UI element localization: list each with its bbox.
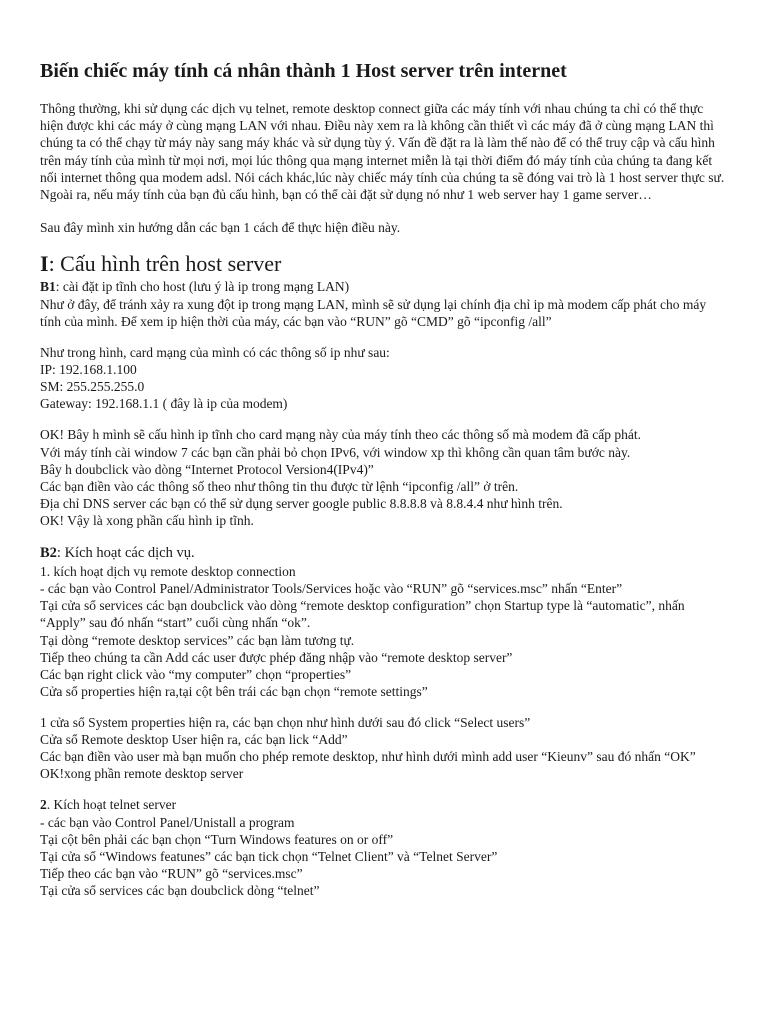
b2-rd-done: OK!xong phần remote desktop server <box>40 766 244 782</box>
telnet-heading: 2. Kích hoạt telnet server <box>40 797 177 813</box>
b1-ipv4-line: Bây h doubclick vào dòng “Internet Protocol Version4(IPv4)” <box>40 461 374 477</box>
b1-fill-line: Các bạn điền vào các thông số theo như thông tin thu được từ lệnh “ipconfig /all” ở trên. <box>40 478 519 494</box>
b2-rd-step-1: - các bạn vào Control Panel/Administrator Tools/Services hoặc vào “RUN” gõ “services.msc” nhấn “Enter” <box>40 581 623 597</box>
b1-line-2: Như ở đây, để tránh xảy ra xung đột ip trong mạng LAN, mình sẽ sử dụng lại chính địa chỉ ip mà modem cấp phát cho máy tính của mình. Để xem ip hiện thời của máy, các bạn vào “RUN” gõ “CMD” gõ “ipconfig /all” <box>40 296 707 329</box>
b2-rd-step-5: Các bạn right click vào “my computer” chọn “properties” <box>40 666 352 682</box>
b1-ok-line: OK! Bây h mình sẽ cấu hình ip tĩnh cho card mạng này của máy tính theo các thông số mà modem đã cấp phát. <box>40 427 641 443</box>
section-1-heading <box>40 250 728 278</box>
b1-win7-line: Với máy tính cài window 7 các bạn cần phải bỏ chọn IPv6, với window xp thì không cần quan tâm bước này. <box>40 444 631 460</box>
b2-rd-step-2: Tại cửa sổ services các bạn doubclick vào dòng “remote desktop configuration” chọn Startup type là “automatic”, nhấn “Apply” sau đó nhấn “start” cuối cùng nhấn “ok”. <box>40 598 685 631</box>
b2-label: B2 <box>40 544 57 561</box>
b2-rdu-line: Cửa sổ Remote desktop User hiện ra, các bạn lick “Add” <box>40 732 348 748</box>
telnet-step-4: Tiếp theo các bạn vào “RUN” gõ “services.msc” <box>40 865 303 881</box>
telnet-step-2: Tại cột bên phải các bạn chọn “Turn Windows features on or off” <box>40 831 394 847</box>
b1-label: B1 <box>40 279 56 295</box>
b1-sm: SM: 255.255.255.0 <box>40 379 145 395</box>
telnet-step-5: Tại cửa sổ services các bạn doubclick dòng “telnet” <box>40 882 320 898</box>
b2-rd-step-4: Tiếp theo chúng ta cần Add các user được phép đăng nhập vào “remote desktop server” <box>40 649 513 665</box>
b1-dns-line: Địa chỉ DNS server các bạn có thể sử dụng server google public 8.8.8.8 và 8.8.4.4 như hình trên. <box>40 495 563 511</box>
b2-sys-line: 1 cửa sổ System properties hiện ra, các bạn chọn như hình dưới sau đó click “Select users” <box>40 714 531 730</box>
b1-line-1: B1: cài đặt ip tĩnh cho host (lưu ý là ip trong mạng LAN) <box>40 279 350 295</box>
b1-ip-intro: Như trong hình, card mạng của mình có các thông số ip như sau: <box>40 345 390 361</box>
telnet-number: 2 <box>40 797 47 813</box>
b1-done-line: OK! Vậy là xong phần cấu hình ip tĩnh. <box>40 512 254 528</box>
b1-ip: IP: 192.168.1.100 <box>40 362 137 378</box>
b1-gateway: Gateway: 192.168.1.1 ( đây là ip của modem) <box>40 396 288 412</box>
b2-heading: B2: Kích hoạt các dịch vụ. <box>40 544 195 561</box>
b2-user-line: Các bạn điền vào user mà bạn muốn cho phép remote desktop, như hình dưới mình add user “Kieunv” sau đó nhấn “OK” <box>40 749 696 765</box>
b2-rd-step-6: Cửa sổ properties hiện ra,tại cột bên trái các bạn chọn “remote settings” <box>40 683 428 699</box>
telnet-step-3: Tại cửa sổ “Windows featunes” các bạn tick chọn “Telnet Client” và “Telnet Server” <box>40 848 498 864</box>
telnet-step-1: - các bạn vào Control Panel/Unistall a program <box>40 814 295 830</box>
b2-rd-step-3: Tại dòng “remote desktop services” các bạn làm tương tự. <box>40 632 355 648</box>
guide-line: Sau đây mình xin hướng dẫn các bạn 1 cách để thực hiện điều này. <box>40 220 401 236</box>
intro-paragraph: Thông thường, khi sử dụng các dịch vụ telnet, remote desktop connect giữa các máy tính với nhau chúng ta chỉ có thể thực hiện được khi các máy ở cùng mạng LAN với nhau. Điều này xem ra là không cần thiết vì các máy đã ở cùng mạng LAN thì chúng ta có thể chạy từ máy này sang máy khác và sử dụng tùy ý. Vấn đề đặt ra là làm thế nào để có thể truy cập và cấu hình trên máy tính của mình từ mọi nơi, mọi lúc thông qua mạng internet miễn là tại thời điểm đó máy tính của chúng ta đang kết nối internet thông qua modem adsl. Nói cách khác,lúc này chiếc máy tính của chúng ta sẽ đóng vai trò là 1 host server thực sư. Ngoài ra, nếu máy tính của bạn đủ cấu hình, bạn có thể cài đặt sử dụng nó như 1 web server hay 1 game server… <box>40 101 725 203</box>
b2-rd-heading: 1. kích hoạt dịch vụ remote desktop connection <box>40 563 296 579</box>
section-1-number: I <box>40 251 49 277</box>
section-1-text: : Cấu hình trên host server <box>48 251 282 277</box>
document-title: Biến chiếc máy tính cá nhân thành 1 Host server trên internet <box>40 60 567 82</box>
